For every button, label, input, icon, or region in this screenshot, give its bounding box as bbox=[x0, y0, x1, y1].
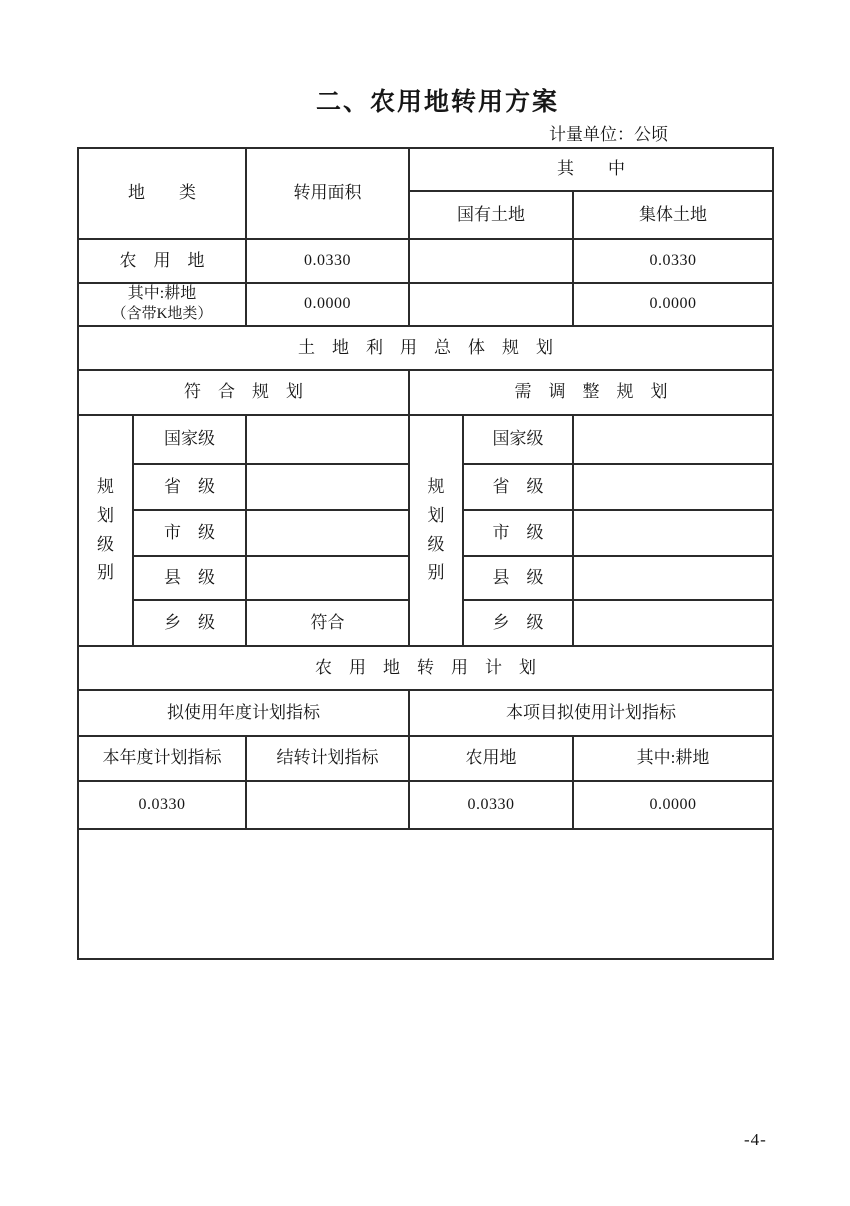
cell-cultivated-land-state-owned bbox=[409, 283, 573, 326]
cell-agri-land-collective: 0.0330 bbox=[573, 239, 773, 283]
cell-left-level-township-label: 乡 级 bbox=[133, 600, 246, 646]
land-conversion-table bbox=[77, 147, 774, 960]
cell-left-level-municipal-label: 市 级 bbox=[133, 510, 246, 556]
cell-left-level-township-value: 符合 bbox=[246, 600, 409, 646]
cell-left-level-national-value bbox=[246, 415, 409, 464]
cell-left-level-county-value bbox=[246, 556, 409, 600]
cell-header-needs-plan-adjustment: 需 调 整 规 划 bbox=[409, 370, 773, 415]
cell-header-land-type: 地 类 bbox=[78, 148, 246, 239]
cell-header-annual-plan-quota: 拟使用年度计划指标 bbox=[78, 690, 409, 736]
cell-header-carryover-quota: 结转计划指标 bbox=[246, 736, 409, 781]
cell-plan-level-group-right bbox=[409, 415, 463, 646]
cell-right-level-county-value bbox=[573, 556, 773, 600]
section-title-conversion-plan: 农 用 地 转 用 计 划 bbox=[78, 646, 773, 690]
cell-right-level-township-value bbox=[573, 600, 773, 646]
cell-right-level-provincial-value bbox=[573, 464, 773, 510]
cell-header-plan-cultivated: 其中:耕地 bbox=[573, 736, 773, 781]
cell-right-level-township-label: 乡 级 bbox=[463, 600, 573, 646]
cultivated-label-line1: 其中:耕地 bbox=[127, 285, 197, 303]
cell-header-project-plan-quota: 本项目拟使用计划指标 bbox=[409, 690, 773, 736]
cell-right-level-provincial-label: 省 级 bbox=[463, 464, 573, 510]
cell-header-conforms-to-plan: 符 合 规 划 bbox=[78, 370, 409, 415]
cell-header-current-year-quota: 本年度计划指标 bbox=[78, 736, 246, 781]
page-number: -4- bbox=[744, 1130, 767, 1149]
cell-right-level-county-label: 县 级 bbox=[463, 556, 573, 600]
cell-plan-level-group-left bbox=[78, 415, 133, 646]
plan-level-group-right-label: 规划级别 bbox=[427, 476, 445, 583]
plan-level-group-left-label: 规划级别 bbox=[96, 476, 114, 583]
cell-cultivated-land-collective: 0.0000 bbox=[573, 283, 773, 326]
unit-note: 计量单位：公顷 bbox=[549, 125, 668, 144]
cell-right-level-national-value bbox=[573, 415, 773, 464]
cell-left-level-municipal-value bbox=[246, 510, 409, 556]
cell-right-level-national-label: 国家级 bbox=[463, 415, 573, 464]
cell-left-level-provincial-value bbox=[246, 464, 409, 510]
cell-header-of-which: 其 中 bbox=[409, 148, 773, 191]
cell-agri-land-label: 农 用 地 bbox=[78, 239, 246, 283]
cell-agri-land-state-owned bbox=[409, 239, 573, 283]
cell-right-level-municipal-value bbox=[573, 510, 773, 556]
cell-value-carryover-quota bbox=[246, 781, 409, 829]
page-title: 二、农用地转用方案 bbox=[316, 88, 560, 116]
cell-bottom-empty bbox=[78, 829, 773, 959]
cell-header-conversion-area: 转用面积 bbox=[246, 148, 409, 239]
cell-cultivated-land-area: 0.0000 bbox=[246, 283, 409, 326]
cell-value-plan-cultivated: 0.0000 bbox=[573, 781, 773, 829]
cell-left-level-county-label: 县 级 bbox=[133, 556, 246, 600]
cell-value-current-year-quota: 0.0330 bbox=[78, 781, 246, 829]
cell-header-collective-land: 集体土地 bbox=[573, 191, 773, 239]
cell-cultivated-land-label bbox=[78, 283, 246, 326]
cell-header-state-owned-land: 国有土地 bbox=[409, 191, 573, 239]
cell-header-plan-agri-land: 农用地 bbox=[409, 736, 573, 781]
section-title-land-use-master-plan: 土 地 利 用 总 体 规 划 bbox=[78, 326, 773, 370]
cell-right-level-municipal-label: 市 级 bbox=[463, 510, 573, 556]
cultivated-label-line2: （含带K地类） bbox=[111, 306, 213, 323]
cell-value-plan-agri-land: 0.0330 bbox=[409, 781, 573, 829]
cell-left-level-provincial-label: 省 级 bbox=[133, 464, 246, 510]
cell-agri-land-area: 0.0330 bbox=[246, 239, 409, 283]
cell-left-level-national-label: 国家级 bbox=[133, 415, 246, 464]
